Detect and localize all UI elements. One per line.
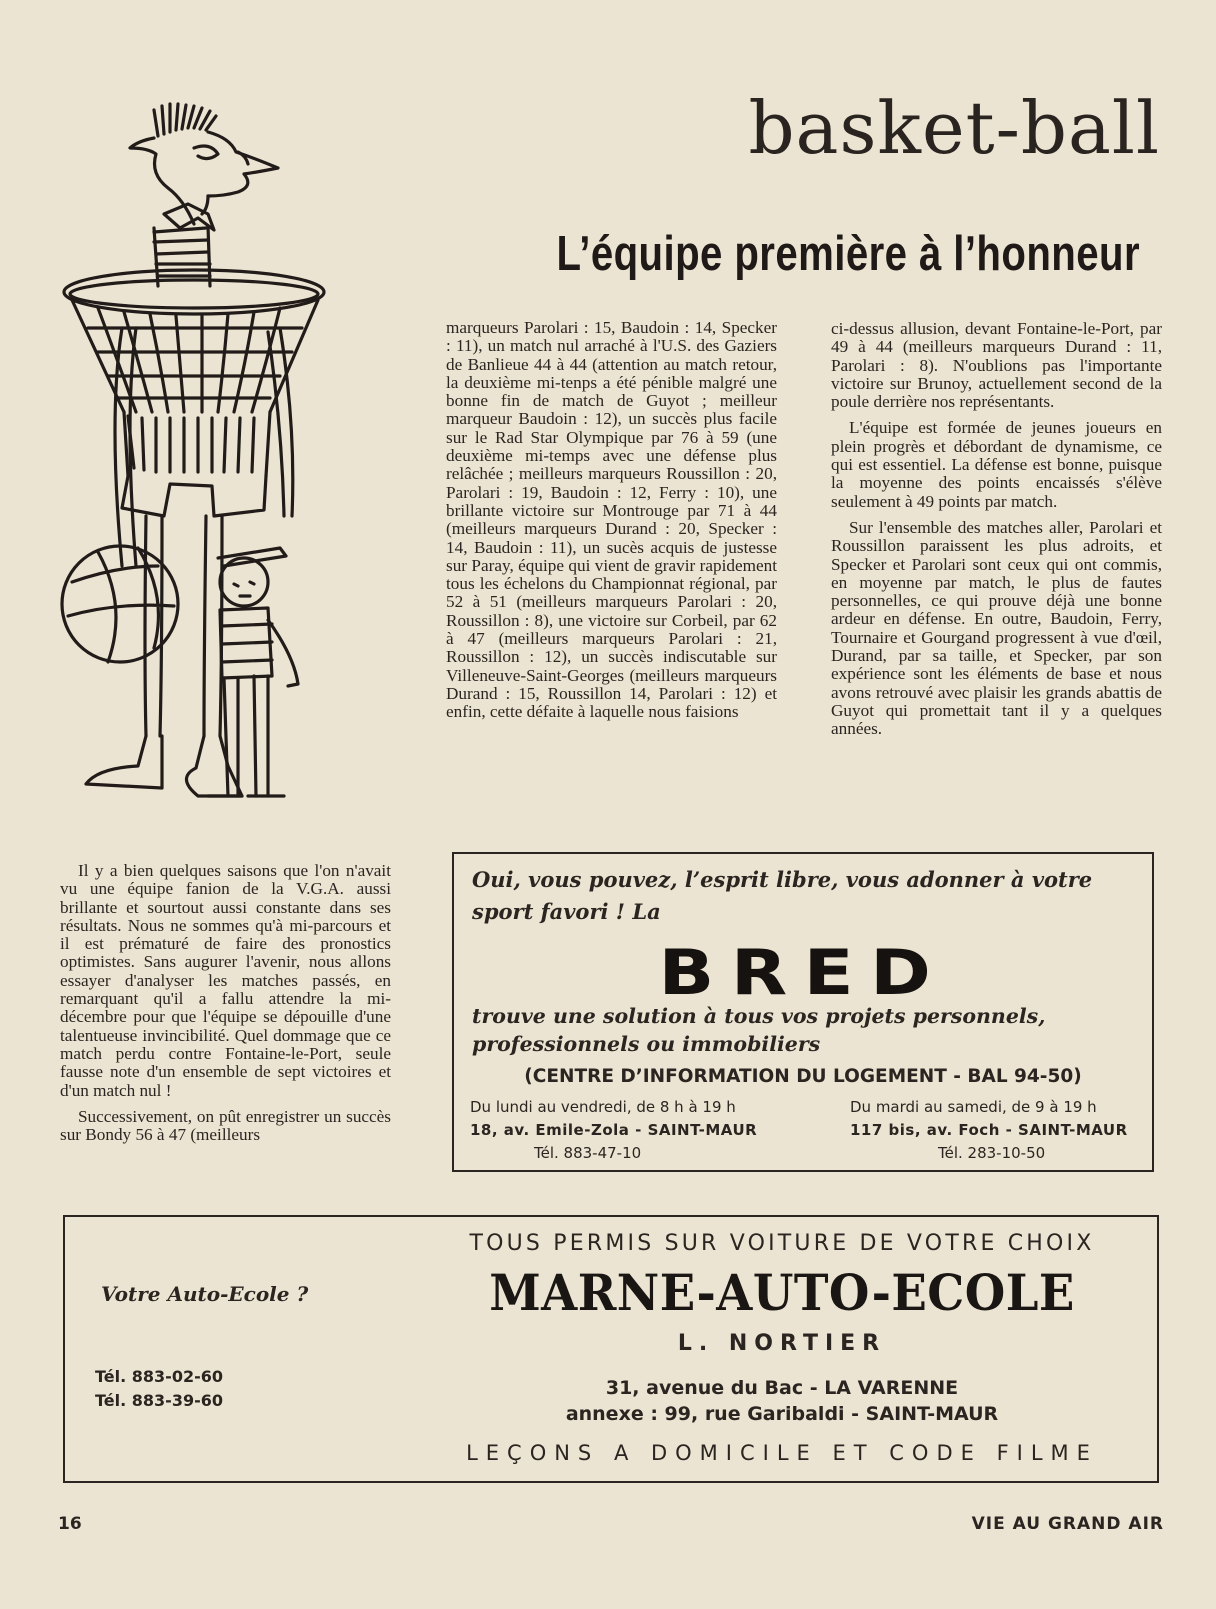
article-paragraph: L'équipe est formée de jeunes joueurs en plein progrès et débordant de dynamisme, ce qui est essentiel. La défense est bonne, puisque la moyenne des points encaissés s'élève seulement à 49 points par match. — [831, 418, 1162, 511]
bred-phone: Tél. 883-47-10 — [534, 1144, 642, 1162]
bred-phone: Tél. 283-10-50 — [938, 1144, 1046, 1162]
article-paragraph: Sur l'ensemble des matches aller, Parolari et Roussillon paraissent les plus adroits, et Specker et Parolari sont ceux qui ont commis, en moyenne par match, le plus de fautes personnelles, ce qui prouve déjà une bonne ardeur en défense. En outre, Baudoin, Ferry, Tournaire et Gourgand progressent à vue d'œil, Durand, par sa taille, et Specker, par son expérience sont les éléments de base et nous avons retrouvé avec plaisir les grands abattis de Guyot qui promettait tant il y a quelques années. — [831, 517, 1162, 739]
basketball-player-illustration — [58, 96, 358, 836]
auto-ecole-advertisement — [63, 1215, 1159, 1483]
bred-branch-left — [470, 1096, 800, 1165]
headline: L’équipe première à l’honneur — [556, 227, 1140, 281]
article-column-middle — [446, 319, 777, 722]
auto-ecole-phone-1: Tél. 883-02-60 — [95, 1367, 223, 1386]
article-column-right — [831, 320, 1162, 739]
auto-ecole-question: Votre Auto-Ecole ? — [101, 1282, 309, 1306]
auto-ecole-address-2: annexe : 99, rue Garibaldi - SAINT-MAUR — [565, 1403, 999, 1425]
bred-address: 117 bis, av. Foch - SAINT-MAUR — [850, 1121, 1128, 1139]
page-number: 16 — [58, 1514, 82, 1534]
article-column-left — [60, 862, 391, 1144]
article-paragraph: Successivement, on pût enregistrer un succès sur Bondy 56 à 47 (meilleurs — [60, 1106, 391, 1145]
article-paragraph: Il y a bien quelques saisons que l'on n'avait vu une équipe fanion de la V.G.A. aussi brillante et sourtout aussi constante dans ses résultats. Nous ne sommes qu'à mi-parcours et il est prématuré de faire des pronostics optimistes. Sans augurer l'avenir, nous allons essayer d'analyser les matches passés, en remarquant qu'il a fallu attendre la mi-décembre pour que l'équipe se dépouille d'une talentueuse invincibilité. Quel dommage que ce match perdu contre Fontaine-le-Port, seule fausse note d'un ensemble de sept victoires et d'un match nul ! — [60, 861, 391, 1100]
bred-hours: Du lundi au vendredi, de 8 h à 19 h — [470, 1098, 736, 1116]
auto-ecole-address-1: 31, avenue du Bac - LA VARENNE — [605, 1377, 959, 1399]
auto-ecole-top-line: TOUS PERMIS SUR VOITURE DE VOTRE CHOIX — [469, 1231, 1095, 1256]
article-paragraph: ci-dessus allusion, devant Fontaine-le-Port, par 49 à 44 (meilleurs marqueurs Durand : 11, Parolari : 8). N'oublions pas l'importante victoire sur Brunoy, actuellement second de la poule derrière nos représentants. — [831, 319, 1162, 412]
bred-hours: Du mardi au samedi, de 9 à 19 h — [850, 1098, 1097, 1116]
bred-branch-right — [850, 1096, 1150, 1165]
bred-tagline: trouve une solution à tous vos projets personnels, professionnels ou immobiliers — [472, 1004, 1046, 1056]
bred-advertisement — [452, 852, 1154, 1172]
auto-ecole-owner: L. NORTIER — [677, 1331, 887, 1356]
auto-ecole-phone-2: Tél. 883-39-60 — [95, 1391, 223, 1410]
section-title: basket-ball — [748, 86, 1160, 170]
bred-logo: BRED — [658, 936, 948, 1009]
auto-ecole-bottom-line: LEÇONS A DOMICILE ET CODE FILME — [466, 1441, 1098, 1465]
auto-ecole-name: MARNE-AUTO-ECOLE — [489, 1263, 1075, 1322]
magazine-name: VIE AU GRAND AIR — [971, 1514, 1164, 1534]
bred-intro: Oui, vous pouvez, l’esprit libre, vous adonner à votre sport favori ! La — [472, 867, 1093, 924]
article-paragraph: marqueurs Parolari : 15, Baudoin : 14, Specker : 11), un match nul arraché à l'U.S. des Gaziers de Banlieue 44 à 44 (attention au match retour, la deuxième mi-tenps a été pénible malgré une bonne fin de match de Guyot ; meilleur marqueur Baudoin : 12), un succès plus facile sur le Rad Star Olympique par 76 à 59 (une deuxième mi-temps avec une défense plus relâchée ; meilleurs marqueurs Roussillon : 20, Parolari : 19, Baudoin : 12, Ferry : 10), une brillante victoire sur Montrouge par 71 à 44 (meilleurs marqueurs Durand : 20, Specker : 14, Baudoin : 11), un sucès acquis de justesse sur Paray, équipe qui vient de gravir rapidement tous les échelons du Championnat régional, par 52 à 51 (meilleurs marqueurs Parolari : 20, Roussillon : 8), une victoire sur Corbeil, par 62 à 47 (meilleurs marqueurs Parolari : 21, Roussillon : 12), un succès indiscutable sur Villeneuve-Saint-Georges (meilleurs marqueurs Durand : 15, Roussillon 14, Parolari : 12) et enfin, cette défaite à laquelle nous faisions — [446, 318, 777, 722]
bred-center-line: (CENTRE D’INFORMATION DU LOGEMENT - BAL 94-50) — [524, 1066, 1082, 1087]
bred-address: 18, av. Emile-Zola - SAINT-MAUR — [470, 1121, 758, 1139]
